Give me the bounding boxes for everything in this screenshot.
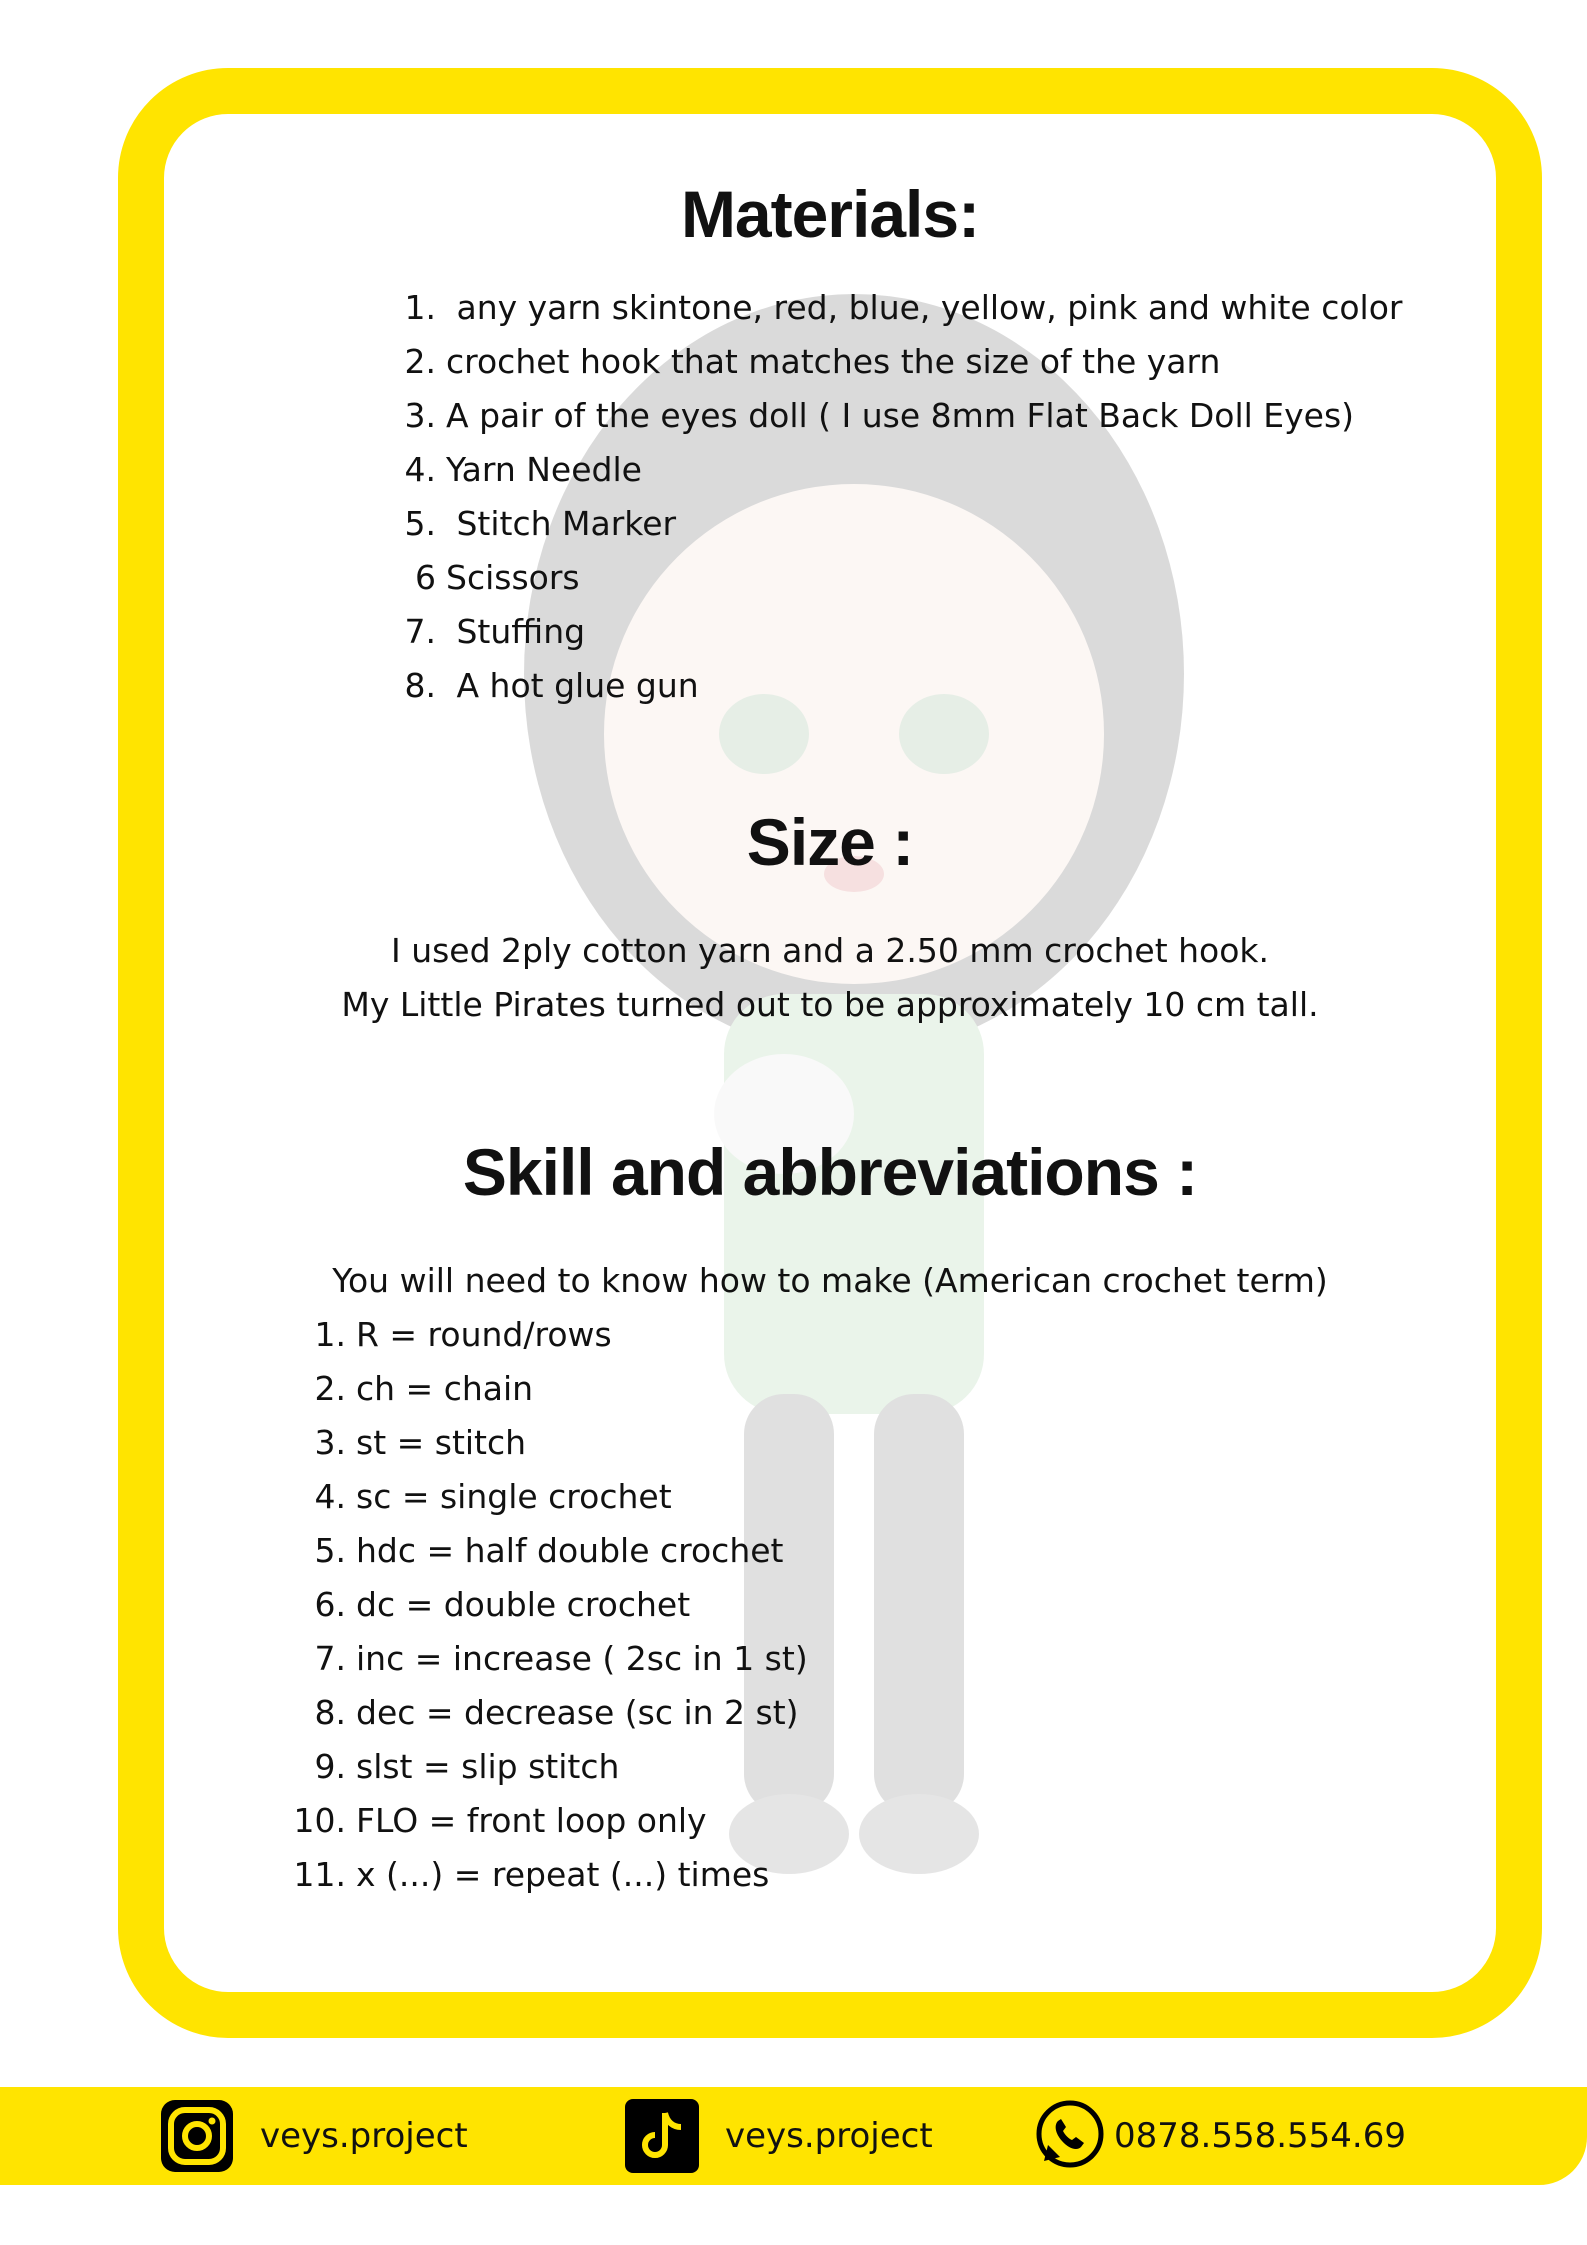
materials-list-item: [400, 389, 1402, 443]
abbreviation-item: [284, 1416, 808, 1470]
abbreviation-item-text: R = round/rows: [356, 1315, 612, 1354]
instagram-handle: veys.project: [260, 2116, 468, 2156]
abbreviation-item-number: 2.: [314, 1369, 346, 1408]
abbreviation-item: [284, 1578, 808, 1632]
abbreviation-item-text: dec = decrease (sc in 2 st): [356, 1693, 799, 1732]
materials-list-item: [400, 497, 1402, 551]
abbreviation-item-number: 3.: [314, 1423, 346, 1462]
materials-list: [400, 281, 1402, 713]
materials-list-item-number: 8.: [404, 666, 436, 705]
materials-list-item-text: Yarn Needle: [446, 450, 642, 489]
abbreviation-item-text: ch = chain: [356, 1369, 534, 1408]
instagram-contact[interactable]: [158, 2097, 468, 2175]
materials-list-item: [400, 443, 1402, 497]
materials-list-item: [400, 605, 1402, 659]
materials-title: Materials:: [680, 177, 980, 251]
abbreviation-item-number: 11.: [293, 1855, 346, 1894]
materials-list-item-text: Scissors: [446, 558, 580, 597]
abbreviation-item-number: 6.: [314, 1585, 346, 1624]
materials-list-item-number: 4.: [404, 450, 436, 489]
size-title: Size :: [746, 805, 914, 879]
abbreviation-item-number: 10.: [293, 1801, 346, 1840]
abbreviation-item-number: 5.: [314, 1531, 346, 1570]
abbreviation-item-text: dc = double crochet: [356, 1585, 691, 1624]
abbreviations-list: [284, 1308, 808, 1902]
materials-list-item-number: 3.: [404, 396, 436, 435]
abbreviation-item-text: st = stitch: [356, 1423, 527, 1462]
tiktok-contact[interactable]: [623, 2097, 933, 2175]
abbreviation-item: [284, 1848, 808, 1902]
skills-intro: You will need to know how to make (American crochet term): [332, 1261, 1328, 1300]
tiktok-icon: [623, 2097, 701, 2175]
abbreviation-item-text: slst = slip stitch: [356, 1747, 620, 1786]
materials-list-item: [400, 551, 1402, 605]
materials-list-item-number: 2.: [404, 342, 436, 381]
abbreviation-item: [284, 1308, 808, 1362]
abbreviation-item: [284, 1686, 808, 1740]
whatsapp-number: 0878.558.554.69: [1114, 2116, 1407, 2156]
abbreviation-item-text: FLO = front loop only: [356, 1801, 707, 1840]
materials-list-item-text: crochet hook that matches the size of the yarn: [446, 342, 1221, 381]
materials-list-item-text: any yarn skintone, red, blue, yellow, pink and white color: [446, 288, 1403, 327]
materials-list-item: [400, 659, 1402, 713]
materials-list-item-text: Stuffing: [446, 612, 586, 651]
abbreviation-item-number: 7.: [314, 1639, 346, 1678]
size-description: [164, 924, 1496, 1032]
content-card: [118, 68, 1542, 2038]
materials-list-item-number: 5.: [404, 504, 436, 543]
whatsapp-icon: [1030, 2097, 1108, 2175]
size-line-height: My Little Pirates turned out to be approximately 10 cm tall.: [341, 985, 1319, 1024]
abbreviation-item: [284, 1362, 808, 1416]
abbreviation-item: [284, 1632, 808, 1686]
materials-list-item-text: A hot glue gun: [446, 666, 699, 705]
abbreviation-item-number: 1.: [314, 1315, 346, 1354]
abbreviation-item-text: hdc = half double crochet: [356, 1531, 784, 1570]
abbreviation-item: [284, 1470, 808, 1524]
abbreviation-item-text: x (...) = repeat (...) times: [356, 1855, 770, 1894]
materials-list-item-number: 6: [415, 558, 436, 597]
abbreviation-item-text: sc = single crochet: [356, 1477, 672, 1516]
materials-list-item: [400, 335, 1402, 389]
abbreviation-item-number: 8.: [314, 1693, 346, 1732]
abbreviation-item-text: inc = increase ( 2sc in 1 st): [356, 1639, 808, 1678]
materials-list-item-text: Stitch Marker: [446, 504, 677, 543]
abbreviation-item-number: 4.: [314, 1477, 346, 1516]
tiktok-handle: veys.project: [725, 2116, 933, 2156]
size-line-yarn: I used 2ply cotton yarn and a 2.50 mm crochet hook.: [390, 931, 1270, 970]
abbreviation-item-number: 9.: [314, 1747, 346, 1786]
materials-list-item-number: 7.: [404, 612, 436, 651]
instagram-icon: [158, 2097, 236, 2175]
abbreviation-item: [284, 1524, 808, 1578]
skills-title: Skill and abbreviations :: [462, 1135, 1198, 1209]
abbreviation-item: [284, 1740, 808, 1794]
whatsapp-contact[interactable]: [1030, 2097, 1406, 2175]
abbreviation-item: [284, 1794, 808, 1848]
materials-list-item: [400, 281, 1402, 335]
materials-list-item-number: 1.: [404, 288, 436, 327]
materials-list-item-text: A pair of the eyes doll ( I use 8mm Flat Back Doll Eyes): [446, 396, 1355, 435]
